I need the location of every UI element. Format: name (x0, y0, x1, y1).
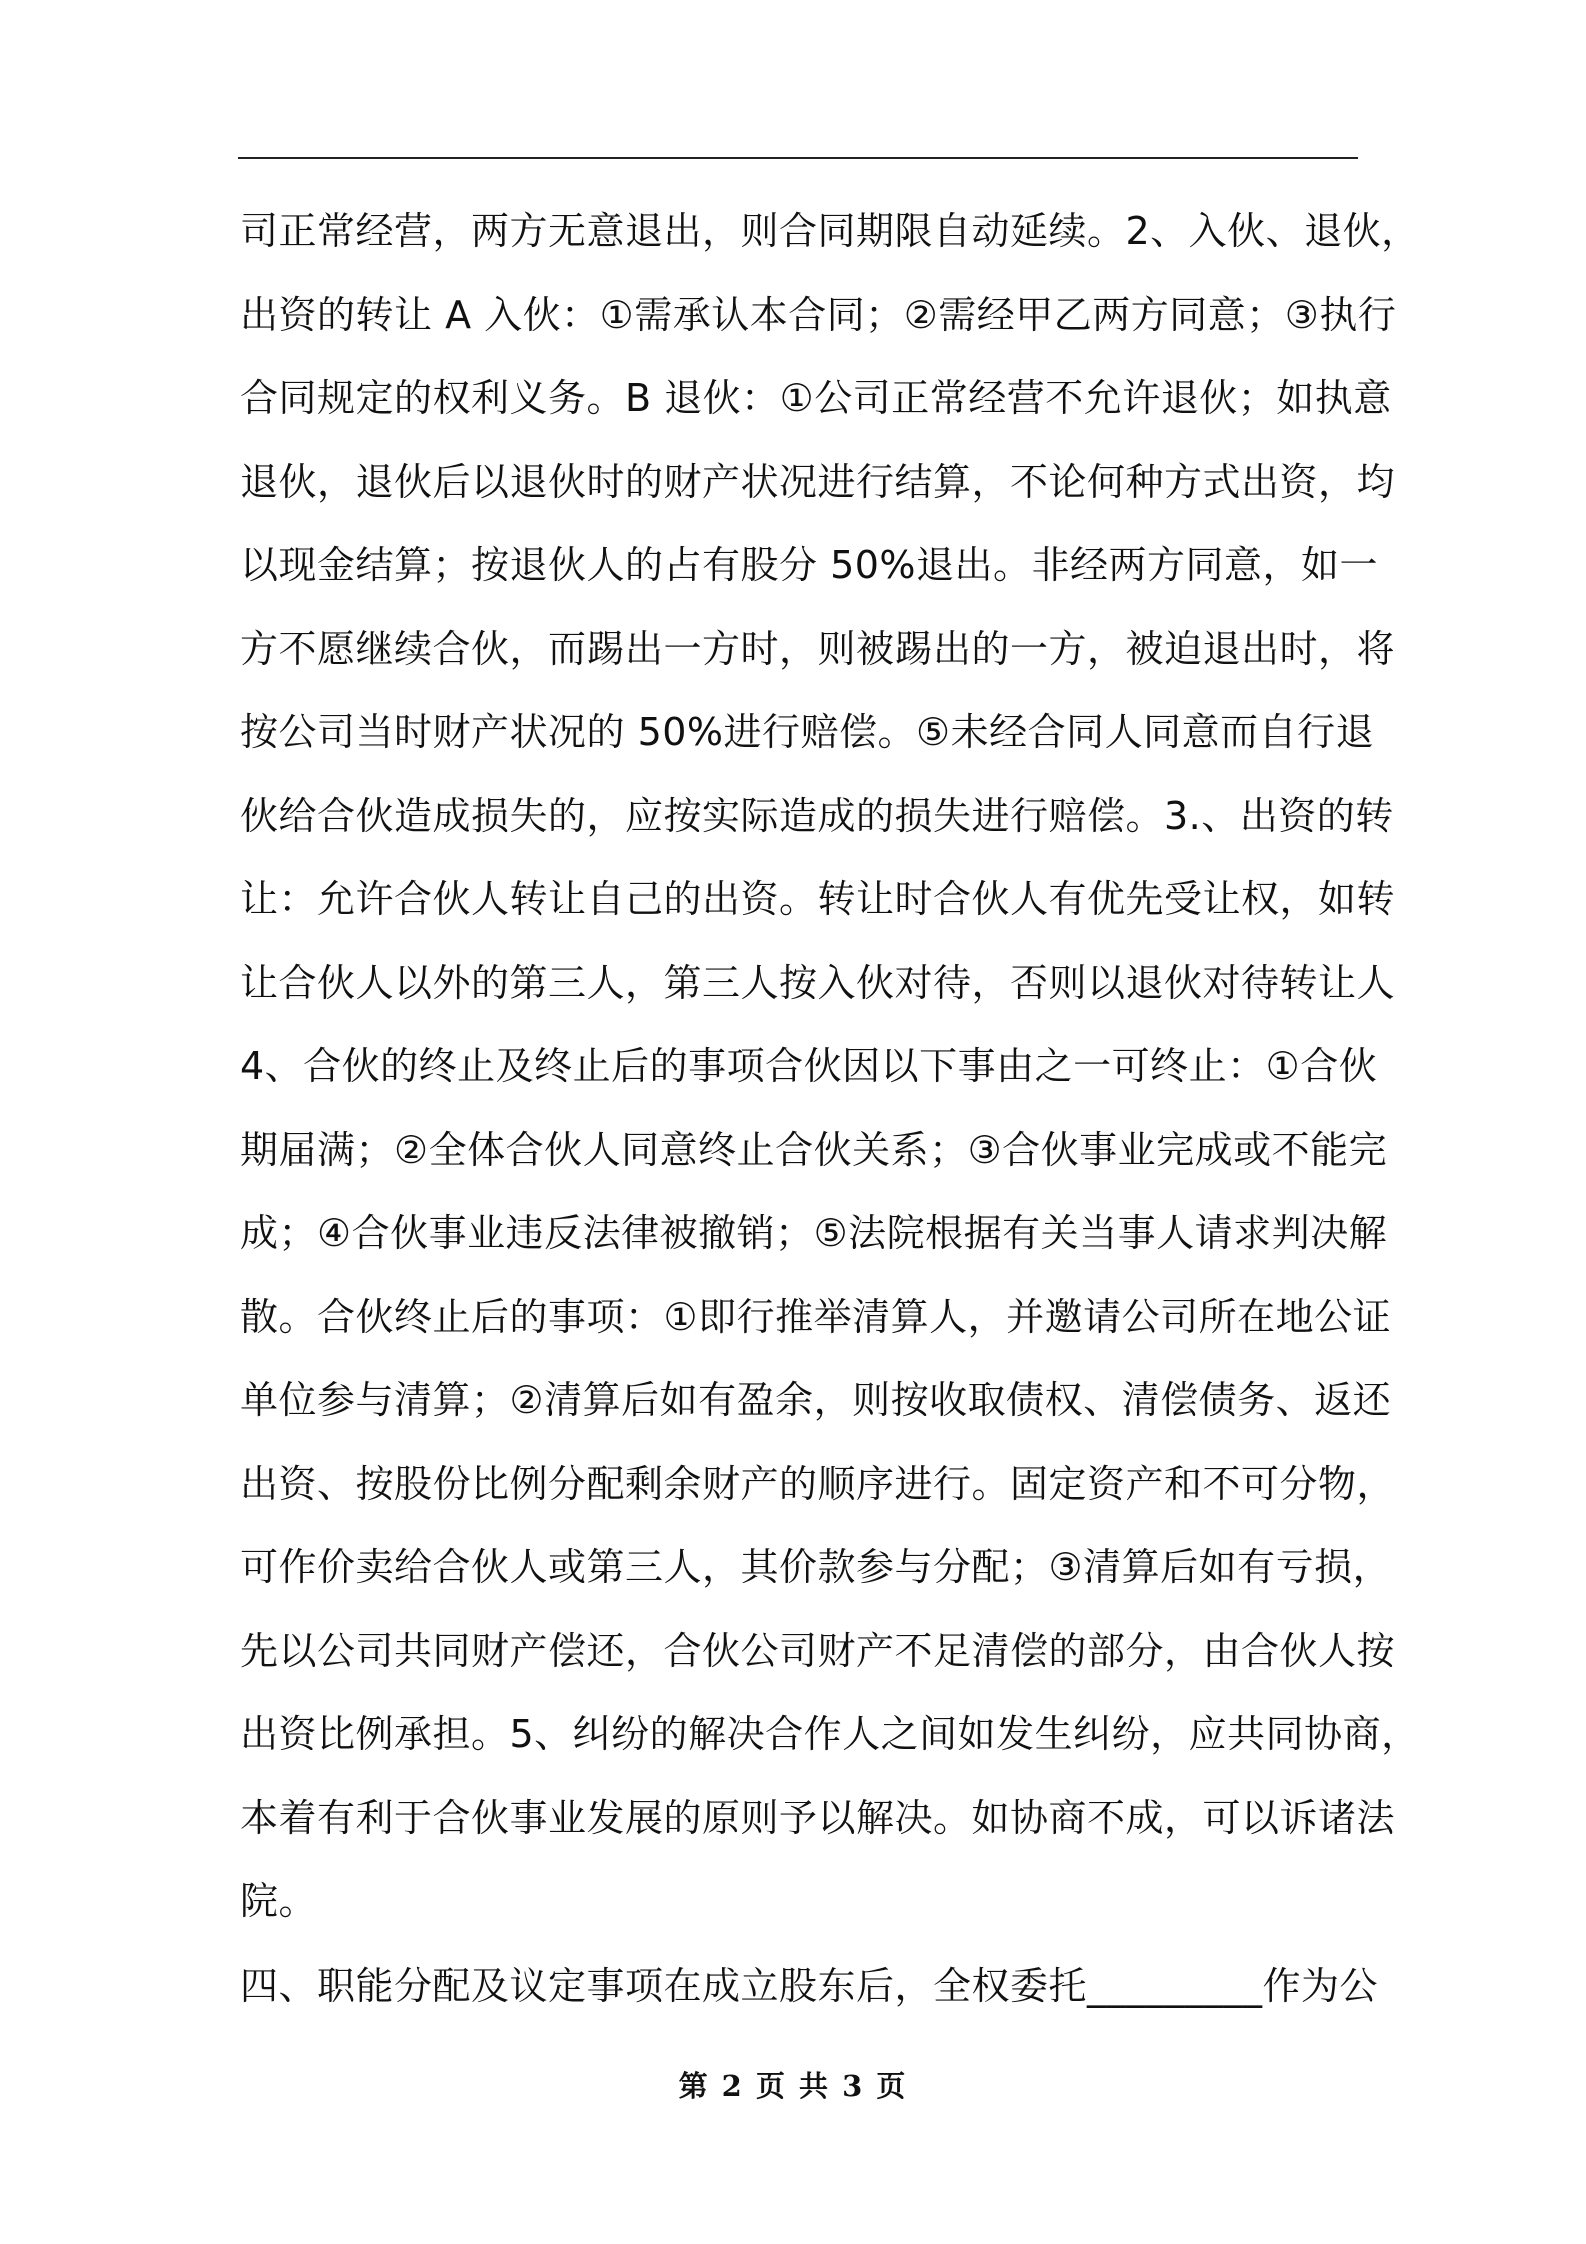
paragraph-line: 退伙，退伙后以退伙时的财产状况进行结算，不论何种方式出资，均 (240, 459, 1396, 504)
paragraph-line: 出资的转让 A 入伙：①需承认本合同；②需经甲乙两方同意；③执行 (240, 292, 1397, 337)
paragraph-line: 本着有利于合伙事业发展的原则予以解决。如协商不成，可以诉诸法 (240, 1795, 1396, 1840)
paragraph-line: 方不愿继续合伙，而踢出一方时，则被踢出的一方，被迫退出时，将 (240, 626, 1396, 671)
page-number: 第 2 页 共 3 页 (678, 2069, 908, 2103)
section-heading: 四、职能分配及议定事项在成立股东后，全权委托_________作为公 (240, 1964, 1379, 2008)
document-body (240, 190, 1420, 1944)
paragraph-line: 让合伙人以外的第三人，第三人按入伙对待，否则以退伙对待转让人 (240, 960, 1396, 1005)
paragraph-line: 可作价卖给合伙人或第三人，其价款参与分配；③清算后如有亏损， (240, 1545, 1392, 1589)
paragraph-line: 散。合伙终止后的事项：①即行推举清算人，并邀请公司所在地公证 (240, 1294, 1392, 1339)
header-rule (238, 157, 1358, 159)
paragraph-line: 伙给合伙造成损失的，应按实际造成的损失进行赔偿。3.、出资的转 (240, 793, 1394, 838)
paragraph-line: 4、合伙的终止及终止后的事项合伙因以下事由之一可终止：①合伙 (240, 1044, 1378, 1088)
paragraph-line: 以现金结算；按退伙人的占有股分 50%退出。非经两方同意，如一 (240, 543, 1379, 587)
paragraph-line: 先以公司共同财产偿还，合伙公司财产不足清偿的部分，由合伙人按 (240, 1628, 1396, 1673)
paragraph-line: 司正常经营，两方无意退出，则合同期限自动延续。2、入伙、退伙， (240, 209, 1420, 253)
paragraph-line: 出资比例承担。5、纠纷的解决合作人之间如发生纠纷，应共同协商， (240, 1712, 1420, 1756)
paragraph-line: 出资、按股份比例分配剩余财产的顺序进行。固定资产和不可分物， (240, 1461, 1396, 1506)
paragraph-line: 成；④合伙事业违反法律被撤销；⑤法院根据有关当事人请求判决解 (240, 1211, 1388, 1255)
paragraph-line: 让：允许合伙人转让自己的出资。转让时合伙人有优先受让权，如转 (240, 877, 1396, 921)
paragraph-line: 单位参与清算；②清算后如有盈余，则按收取债权、清偿债务、返还 (240, 1378, 1392, 1422)
paragraph-line: 院。 (240, 1879, 318, 1923)
paragraph-line: 按公司当时财产状况的 50%进行赔偿。⑤未经合同人同意而自行退 (240, 710, 1375, 754)
paragraph-line: 期届满；②全体合伙人同意终止合伙关系；③合伙事业完成或不能完 (240, 1127, 1388, 1172)
paragraph-line: 合同规定的权利义务。B 退伙：①公司正常经营不允许退伙；如执意 (240, 376, 1392, 420)
